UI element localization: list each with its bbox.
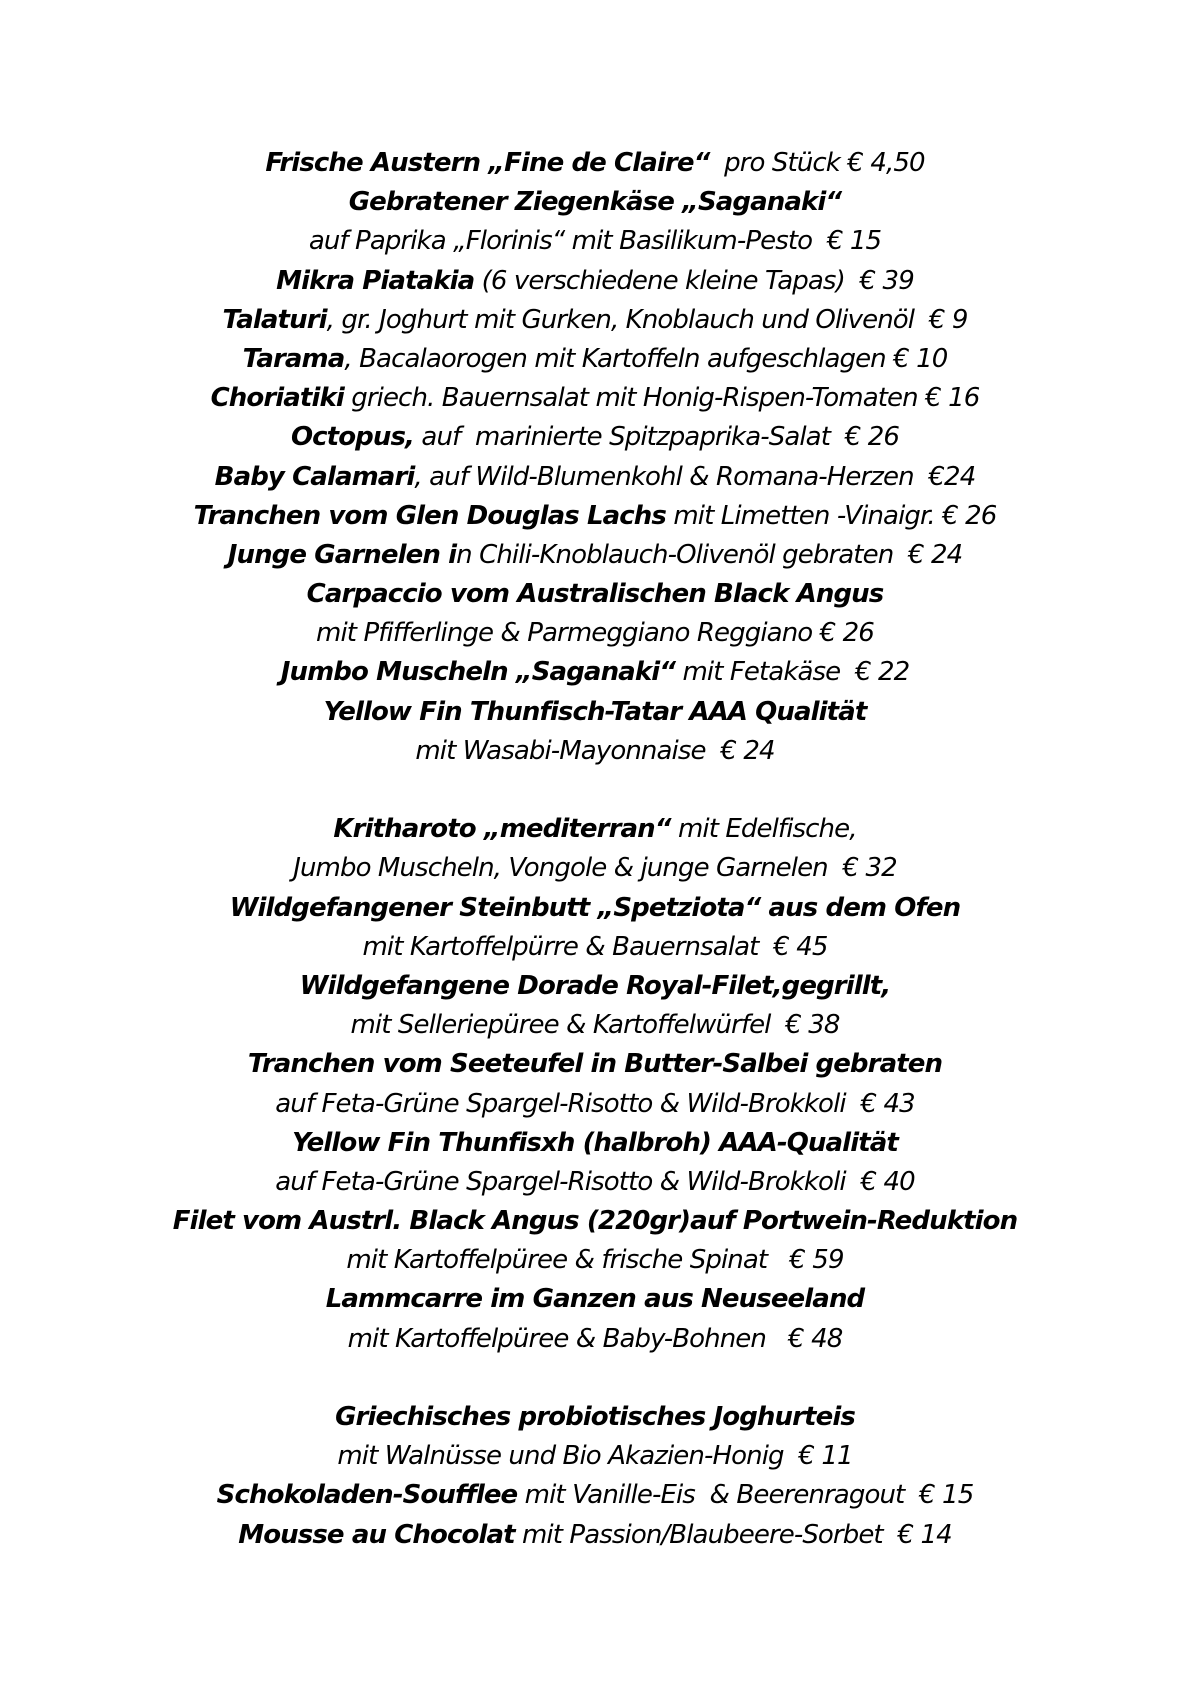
dish-name: Frische Austern „Fine de Claire“ [265, 148, 710, 178]
dish-description: mit Selleriepüree & Kartoffelwürfel € 38 [350, 1010, 840, 1041]
menu-line [0, 1163, 1190, 1202]
dish-name: Schokoladen-Soufflee [216, 1480, 518, 1511]
dish-name: Baby Calamari [214, 461, 415, 492]
dish-name: Griechisches probiotisches Joghurteis [335, 1402, 855, 1432]
dish-name: Lammcarre im Ganzen aus Neuseeland [325, 1284, 865, 1315]
menu-line [0, 653, 1190, 692]
dish-name: Kritharoto „mediterran“ [333, 814, 671, 845]
menu-line [0, 1006, 1190, 1045]
dish-description: mit Pfifferlinge & Parmeggiano Reggiano € 26 [316, 618, 874, 649]
menu-line [0, 497, 1190, 536]
menu-line [0, 183, 1190, 222]
dish-name: Jumbo Muscheln „Saganaki“ [280, 657, 676, 688]
dish-name: Carpaccio vom Australischen Black Angus [306, 579, 884, 610]
menu-line [0, 1320, 1190, 1359]
dish-description: Jumbo Muscheln, Vongole & junge Garnelen € 32 [293, 853, 897, 884]
menu-line [0, 1045, 1190, 1084]
menu-line [0, 575, 1190, 614]
dish-name: Tarama [242, 343, 345, 374]
dish-description: (6 verschiedene kleine Tapas) € 39 [474, 265, 914, 296]
dish-description: auf Paprika „Florinis“ mit Basilikum-Pesto € 15 [308, 226, 882, 257]
dish-name: Tranchen vom Glen Douglas Lachs [193, 500, 666, 531]
dish-description: mit Wasabi-Mayonnaise € 24 [415, 735, 775, 766]
dish-name: Mikra Piatakia [276, 265, 475, 296]
menu-line [0, 1398, 1190, 1437]
menu-line [0, 889, 1190, 928]
menu-line [0, 222, 1190, 261]
menu-line [0, 1202, 1190, 1241]
menu-line [0, 379, 1190, 418]
menu-line [0, 262, 1190, 301]
menu-line [0, 536, 1190, 575]
dish-description: auf Feta-Grüne Spargel-Risotto & Wild-Brokkoli € 43 [275, 1088, 915, 1119]
dish-name: Choriatiki [210, 383, 344, 414]
dish-description: mit Edelfische, [670, 814, 857, 845]
dish-name: Yellow Fin Thunfisxh (halbroh) AAA-Qualität [292, 1127, 898, 1158]
section-spacer [0, 1359, 1190, 1398]
dish-description: mit Kartoffelpürre & Bauernsalat € 45 [362, 931, 828, 962]
dish-name: Mousse au Chocolat [238, 1519, 515, 1550]
menu-line [0, 614, 1190, 653]
dish-description: , gr. Joghurt mit Gurken, Knoblauch und Olivenöl € 9 [326, 304, 968, 335]
menu-line [0, 1241, 1190, 1280]
dish-description: auf marinierte Spitzpaprika-Salat € 26 [414, 422, 900, 453]
dish-name: Wildgefangene Dorade Royal-Filet,gegrillt, [299, 970, 891, 1001]
menu-line [0, 1437, 1190, 1476]
dish-description: , Bacalaorogen mit Kartoffeln aufgeschlagen € 10 [344, 343, 948, 374]
section-spacer [0, 771, 1190, 810]
dish-name: Wildgefangener Steinbutt „Spetziota“ aus dem Ofen [229, 892, 961, 923]
menu-line [0, 144, 1190, 183]
menu-line [0, 418, 1190, 457]
dish-description: mit Vanille-Eis & Beerenragout € 15 [517, 1480, 974, 1511]
dish-description: auf Feta-Grüne Spargel-Risotto & Wild-Brokkoli € 40 [275, 1166, 915, 1197]
menu-line [0, 1124, 1190, 1163]
dish-name: Octopus, [290, 422, 415, 453]
menu-line [0, 301, 1190, 340]
menu-line [0, 693, 1190, 732]
dish-description: , auf Wild-Blumenkohl & Romana-Herzen €24 [414, 461, 976, 492]
menu-line [0, 1476, 1190, 1515]
dish-name: Tranchen vom Seeteufel in Butter-Salbei gebraten [247, 1049, 943, 1080]
menu-line [0, 967, 1190, 1006]
dish-description: mit Limetten -Vinaigr. € 26 [666, 500, 997, 531]
menu-line [0, 458, 1190, 497]
menu-line [0, 1516, 1190, 1555]
dish-name: Filet vom Austrl. Black Angus (220gr)auf Portwein-Reduktion [172, 1206, 1018, 1237]
dish-description: pro Stück € 4,50 [709, 148, 925, 178]
menu-line [0, 1280, 1190, 1319]
dish-name: Junge Garnelen i [227, 539, 457, 570]
menu-line [0, 928, 1190, 967]
dish-name: Yellow Fin Thunfisch-Tatar AAA Qualität [323, 696, 867, 727]
dish-description: n Chili-Knoblauch-Olivenöl gebraten € 24 [456, 539, 963, 570]
menu-list [0, 144, 1190, 1555]
dish-description: mit Walnüsse und Bio Akazien-Honig € 11 [337, 1441, 853, 1472]
menu-line [0, 810, 1190, 849]
dish-description: mit Kartoffelpüree & Baby-Bohnen € 48 [347, 1323, 843, 1354]
dish-description: mit Passion/Blaubeere-Sorbet € 14 [514, 1519, 952, 1550]
dish-description: griech. Bauernsalat mit Honig-Rispen-Tomaten € 16 [343, 383, 980, 414]
dish-description: mit Fetakäse € 22 [675, 657, 910, 688]
dish-description: mit Kartoffelpüree & frische Spinat € 59 [346, 1245, 844, 1276]
menu-line [0, 849, 1190, 888]
dish-name: Gebratener Ziegenkäse „Saganaki“ [348, 187, 842, 218]
menu-line [0, 1085, 1190, 1124]
menu-line [0, 340, 1190, 379]
dish-name: Talaturi [222, 304, 327, 335]
menu-line [0, 732, 1190, 771]
